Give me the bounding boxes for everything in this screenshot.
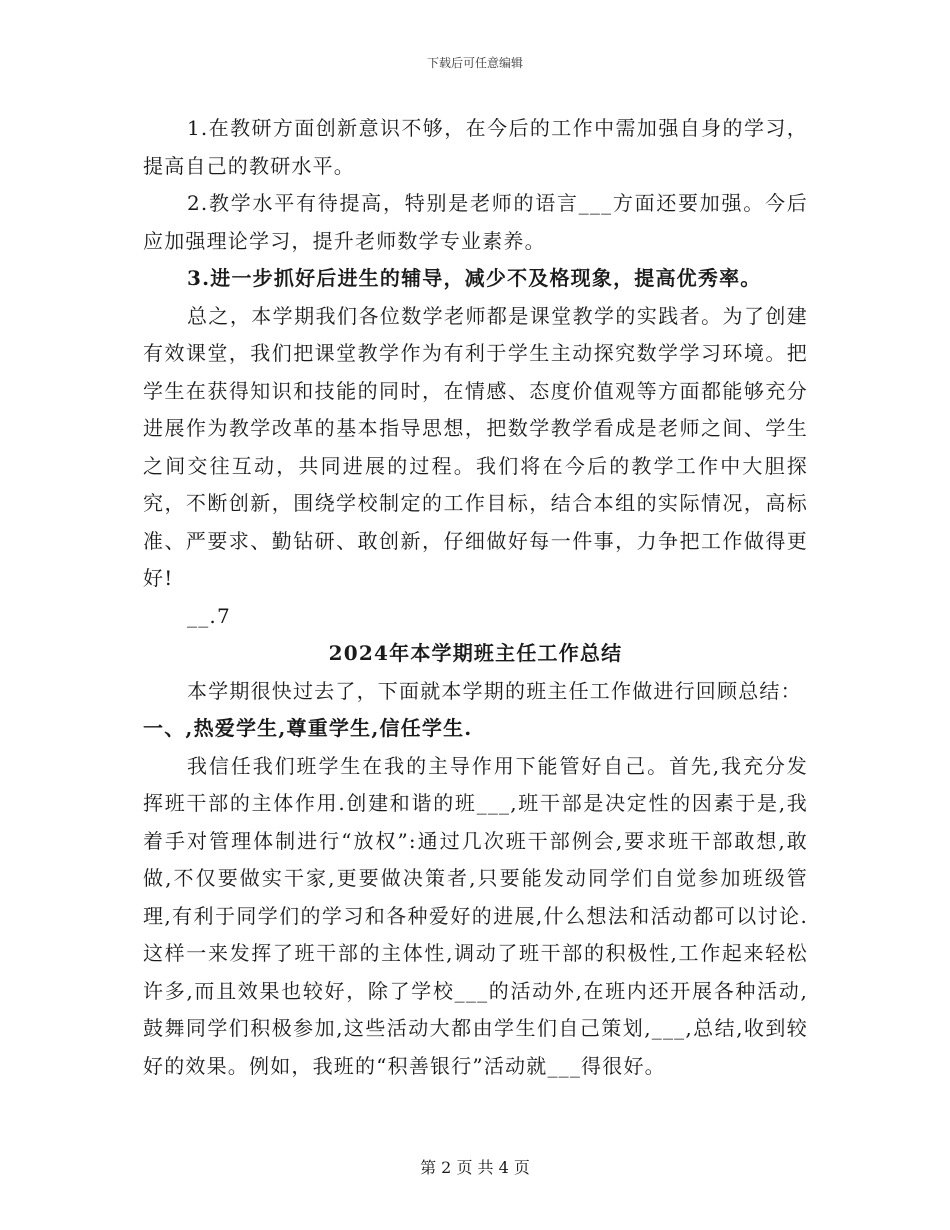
paragraph-item-2: 2.教学水平有待提高，特别是老师的语言___方面还要加强。今后应加强理论学习，提升老师数学专业素养。 [143,191,808,253]
paragraph-item-3: 3.进一步抓好后进生的辅导，减少不及格现象，提高优秀率。 [187,266,762,290]
document-body [143,110,808,1085]
section-title: 2024年本学期班主任工作总结 [328,641,623,665]
paragraph-body: 我信任我们班学生在我的主导作用下能管好自己。首先,我充分发挥班干部的主体作用.创建和谐的班___,班干部是决定性的因素于是,我着手对管理体制进行“放权”:通过几次班干部例会,要求班干部敢想,敢做,不仅要做实干家,更要做决策者,只要能发动同学们自觉参加班级管理,有利于同学们的学习和各种爱好的进展,什么想法和活动都可以讨论.这样一来发挥了班干部的主体性,调动了班干部的积极性,工作起来轻松许多,而且效果也较好，除了学校___的活动外,在班内还开展各种活动,鼓舞同学们积极参加,这些活动大都由学生们自己策划,___,总结,收到较好的效果。例如，我班的“积善银行”活动就___得很好。 [143,753,808,1078]
paragraph-intro: 本学期很快过去了，下面就本学期的班主任工作做进行回顾总结： [187,678,802,703]
paragraph-item-1: 1.在教研方面创新意识不够，在今后的工作中需加强自身的学习，提高自己的教研水平。 [143,116,808,178]
page-header-note: 下载后可任意编辑 [426,56,523,70]
paragraph-summary: 总之，本学期我们各位数学老师都是课堂教学的实践者。为了创建有效课堂，我们把课堂教学作为有利于学生主动探究数学学习环境。把学生在获得知识和技能的同时，在情感、态度价值观等方面都能够充分进展作为教学改革的基本指导思想，把数学教学看成是老师之间、学生之间交往互动，共同进展的过程。我们将在今后的教学工作中大胆探究，不断创新，围绕学校制定的工作目标，结合本组的实际情况，高标准、严要求、勤钻研、敢创新，仔细做好每一件事，力争把工作做得更好! [143,303,808,590]
paragraph-date: __.7 [187,603,231,628]
page-number: 第 2 页 共 4 页 [420,1158,530,1177]
subheading-one: 一、,热爱学生,尊重学生,信任学生. [143,716,473,740]
